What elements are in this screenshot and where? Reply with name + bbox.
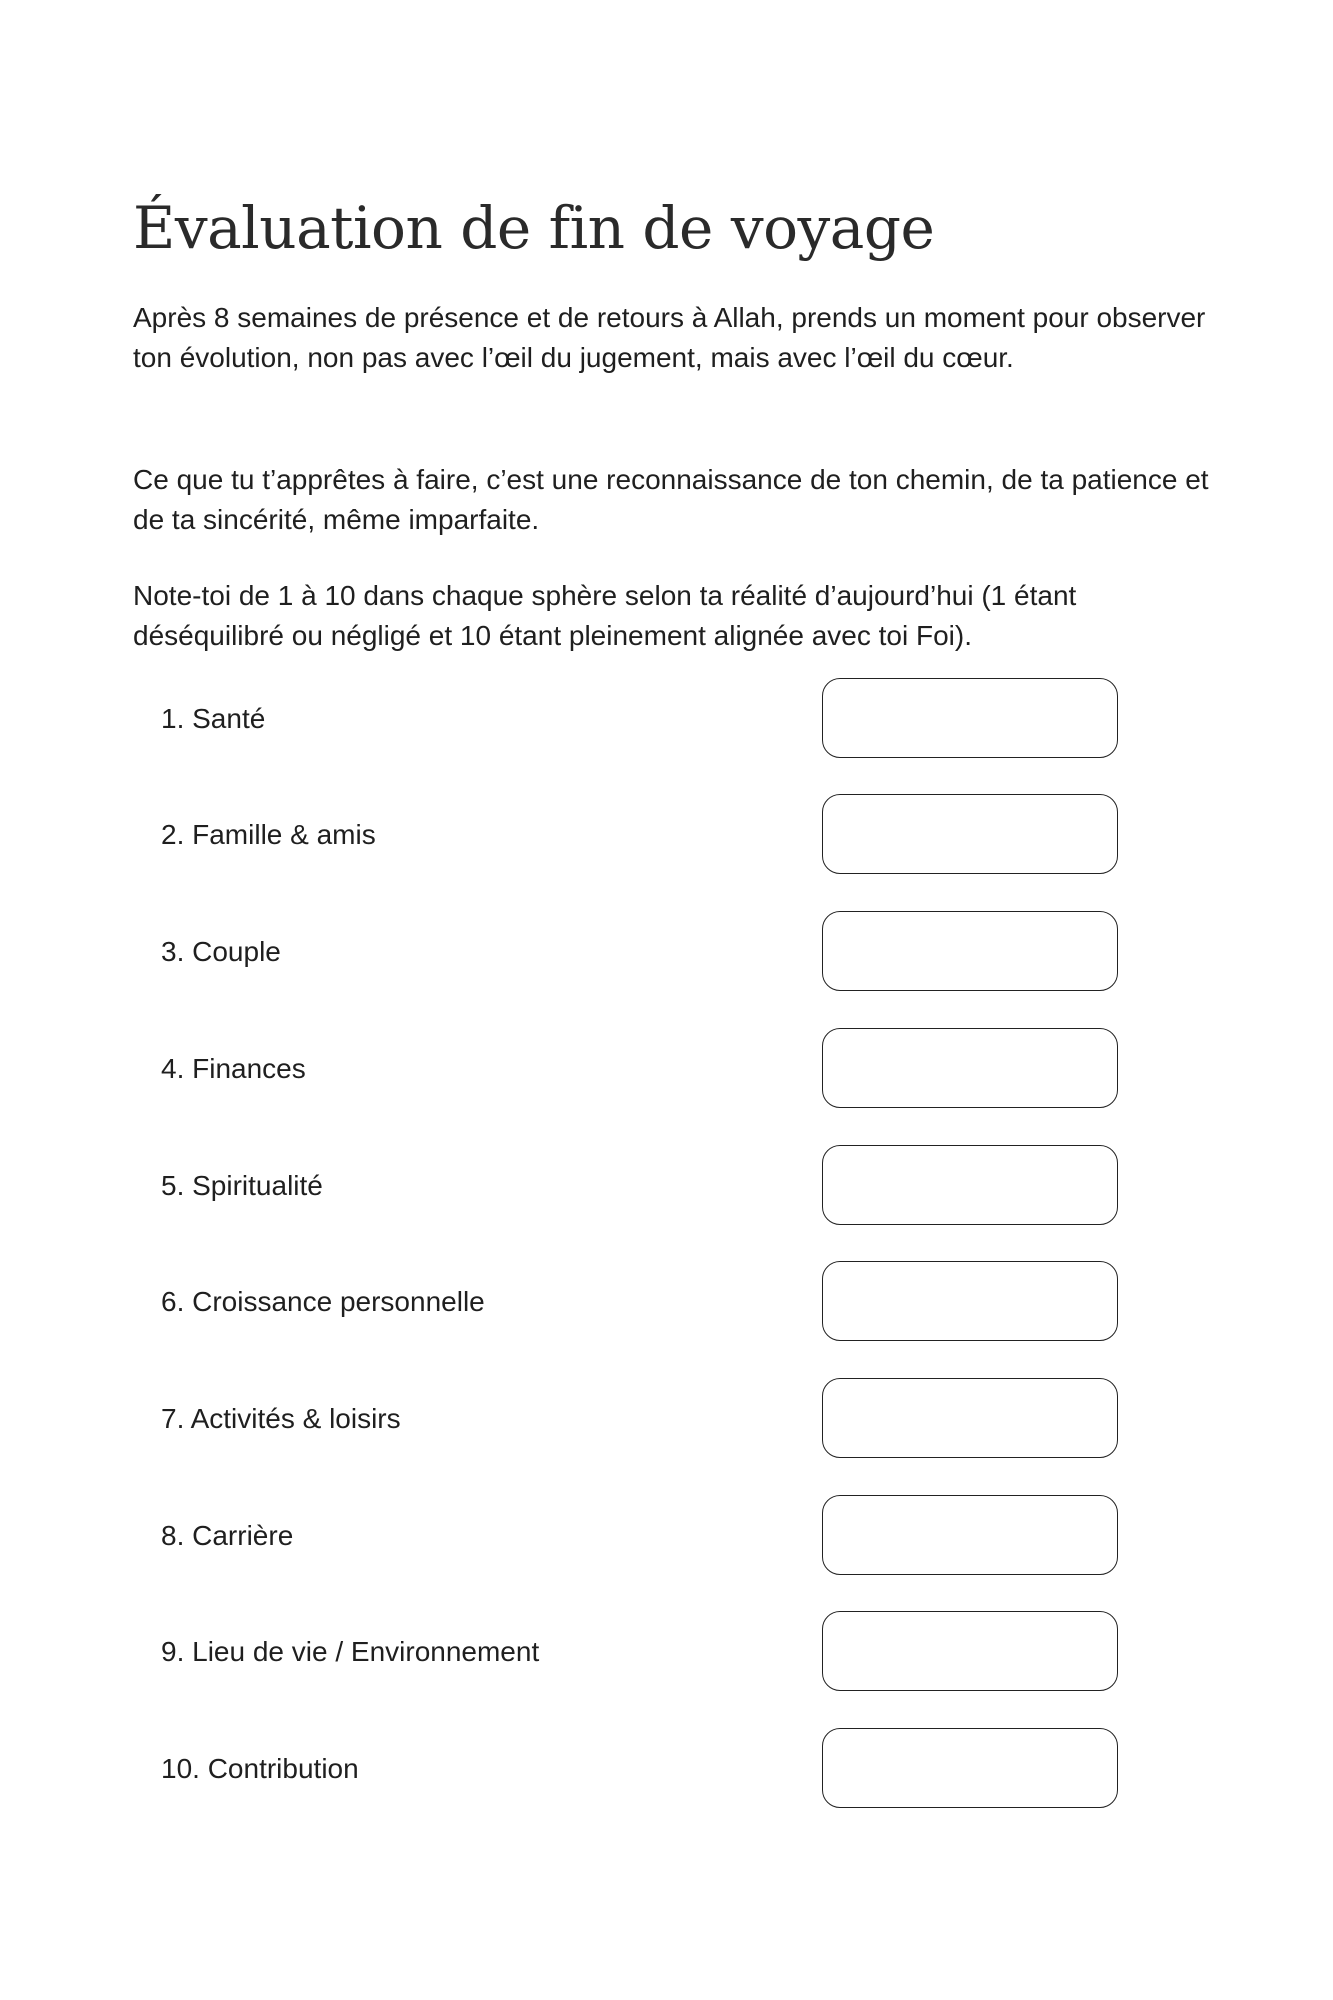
score-input-carriere[interactable]	[822, 1495, 1118, 1575]
score-input-spiritualite[interactable]	[822, 1145, 1118, 1225]
score-row-croissance-personnelle	[0, 1261, 1333, 1343]
score-input-croissance-personnelle[interactable]	[822, 1261, 1118, 1341]
score-label: 8. Carrière	[161, 1520, 294, 1551]
score-row-activites-loisirs	[0, 1378, 1333, 1460]
score-row-lieu-de-vie	[0, 1611, 1333, 1693]
score-input-finances[interactable]	[822, 1028, 1118, 1108]
score-input-famille-amis[interactable]	[822, 794, 1118, 874]
score-label: 6. Croissance personnelle	[161, 1286, 485, 1317]
score-input-activites-loisirs[interactable]	[822, 1378, 1118, 1458]
score-label: 2. Famille & amis	[161, 819, 376, 850]
score-input-contribution[interactable]	[822, 1728, 1118, 1808]
score-row-carriere	[0, 1495, 1333, 1577]
score-row-spiritualite	[0, 1145, 1333, 1227]
score-row-famille-amis	[0, 794, 1333, 876]
page-title: Évaluation de fin de voyage	[133, 194, 935, 262]
score-row-contribution	[0, 1728, 1333, 1810]
score-label: 1. Santé	[161, 703, 266, 734]
score-label: 10. Contribution	[161, 1753, 359, 1784]
score-input-sante[interactable]	[822, 678, 1118, 758]
score-row-couple	[0, 911, 1333, 993]
score-label: 4. Finances	[161, 1053, 306, 1084]
score-row-sante	[0, 678, 1333, 760]
score-input-couple[interactable]	[822, 911, 1118, 991]
intro-paragraph: Après 8 semaines de présence et de retours à Allah, prends un moment pour observer ton évolution, non pas avec l’œil du jugement, mais avec l’œil du cœur.	[133, 302, 1206, 373]
reflection-paragraph: Ce que tu t’apprêtes à faire, c’est une reconnaissance de ton chemin, de ta patience et de ta sincérité, même imparfaite.	[133, 464, 1209, 535]
score-input-lieu-de-vie[interactable]	[822, 1611, 1118, 1691]
score-label: 5. Spiritualité	[161, 1170, 323, 1201]
score-label: 7. Activités & loisirs	[161, 1403, 401, 1434]
instruction-paragraph: Note-toi de 1 à 10 dans chaque sphère selon ta réalité d’aujourd’hui (1 étant déséquilibré ou négligé et 10 étant pleinement alignée avec toi Foi).	[133, 580, 1077, 651]
score-label: 3. Couple	[161, 936, 281, 967]
score-row-finances	[0, 1028, 1333, 1110]
score-label: 9. Lieu de vie / Environnement	[161, 1636, 540, 1667]
